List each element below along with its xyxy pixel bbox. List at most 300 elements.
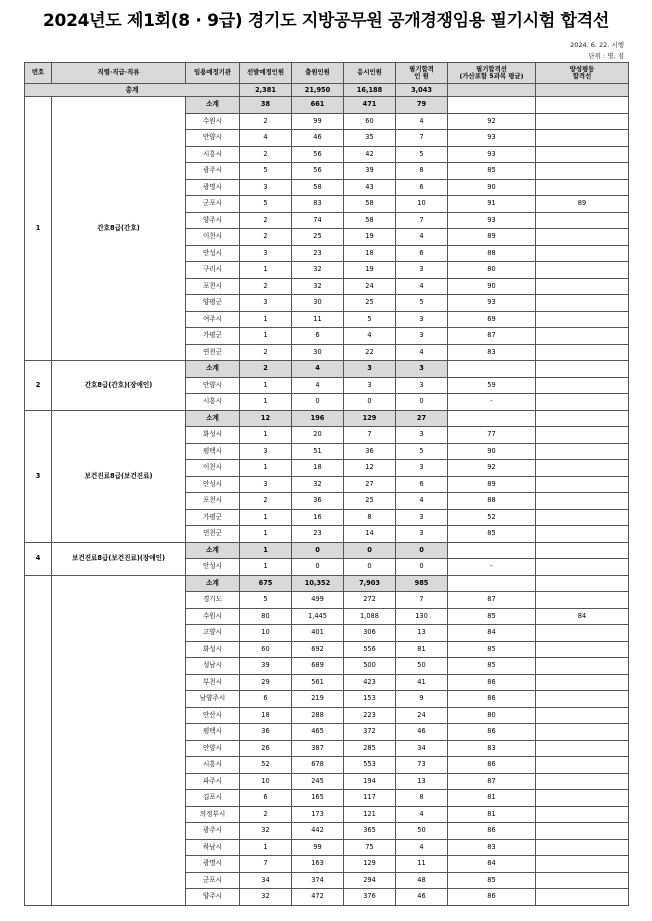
passed-cell: 4 <box>396 806 448 823</box>
header-planned: 선발예정인원 <box>240 63 292 84</box>
applied-cell: 20 <box>292 427 344 444</box>
applied-cell: 165 <box>292 790 344 807</box>
planned-cell: 3 <box>240 179 292 196</box>
page-title: 2024년도 제1회(8 · 9급) 경기도 지방공무원 공개경쟁임용 필기시험 합격선 <box>43 11 609 31</box>
applied-cell: 23 <box>292 245 344 262</box>
equal-cell <box>536 295 629 312</box>
cutline-cell: 91 <box>448 196 536 213</box>
tested-cell: 423 <box>344 674 396 691</box>
equal-cell <box>536 245 629 262</box>
passed-cell: 5 <box>396 295 448 312</box>
passed-cell: 13 <box>396 625 448 642</box>
group-job: 간호8급(간호)(장애인) <box>52 361 186 411</box>
equal-cell: 84 <box>536 608 629 625</box>
equal-cell <box>536 146 629 163</box>
equal-cell <box>536 856 629 873</box>
subtotal-row <box>25 575 629 592</box>
applied-cell: 387 <box>292 740 344 757</box>
applied-cell: 36 <box>292 493 344 510</box>
planned-cell: 2 <box>240 344 292 361</box>
passed-cell: 6 <box>396 179 448 196</box>
tested-cell: 19 <box>344 262 396 279</box>
passed-cell: 3 <box>396 311 448 328</box>
passed-cell: 4 <box>396 278 448 295</box>
cutline-cell: 83 <box>448 839 536 856</box>
cutline-cell: 89 <box>448 476 536 493</box>
subtotal-equal <box>536 97 629 114</box>
passed-cell: 0 <box>396 394 448 411</box>
tested-cell: 1,088 <box>344 608 396 625</box>
cutline-cell: 88 <box>448 245 536 262</box>
agency-cell: 안양시 <box>186 740 240 757</box>
passed-cell: 6 <box>396 476 448 493</box>
applied-cell: 18 <box>292 460 344 477</box>
cutline-cell: - <box>448 559 536 576</box>
equal-cell <box>536 889 629 906</box>
tested-cell: 372 <box>344 724 396 741</box>
total-label: 총계 <box>25 84 240 97</box>
agency-cell: 포천시 <box>186 278 240 295</box>
subtotal-passed: 985 <box>396 575 448 592</box>
agency-cell: 여주시 <box>186 311 240 328</box>
agency-cell: 군포시 <box>186 872 240 889</box>
applied-cell: 51 <box>292 443 344 460</box>
planned-cell: 2 <box>240 229 292 246</box>
equal-cell: 89 <box>536 196 629 213</box>
exam-date: 2024. 6. 22. 시행 <box>570 41 624 49</box>
agency-cell: 연천군 <box>186 344 240 361</box>
subtotal-cutline <box>448 410 536 427</box>
applied-cell: 99 <box>292 113 344 130</box>
planned-cell: 10 <box>240 625 292 642</box>
equal-cell <box>536 179 629 196</box>
passed-cell: 73 <box>396 757 448 774</box>
passed-cell: 41 <box>396 674 448 691</box>
header-applied: 출원인원 <box>292 63 344 84</box>
header-job: 직렬·직급·직류 <box>52 63 186 84</box>
passed-cell: 8 <box>396 790 448 807</box>
subtotal-tested: 471 <box>344 97 396 114</box>
subtotal-equal <box>536 361 629 378</box>
header-equal: 양성평등 합격선 <box>536 63 629 84</box>
equal-cell <box>536 394 629 411</box>
header-agency: 임용예정기관 <box>186 63 240 84</box>
subtotal-label: 소계 <box>186 410 240 427</box>
agency-cell: 안양시 <box>186 130 240 147</box>
equal-cell <box>536 476 629 493</box>
tested-cell: 36 <box>344 443 396 460</box>
total-passed: 3,043 <box>396 84 448 97</box>
applied-cell: 32 <box>292 476 344 493</box>
total-equal <box>536 84 629 97</box>
subtotal-tested: 129 <box>344 410 396 427</box>
tested-cell: 27 <box>344 476 396 493</box>
applied-cell: 465 <box>292 724 344 741</box>
total-applied: 21,950 <box>292 84 344 97</box>
applied-cell: 499 <box>292 592 344 609</box>
agency-cell: 광명시 <box>186 856 240 873</box>
equal-cell <box>536 707 629 724</box>
planned-cell: 6 <box>240 790 292 807</box>
header-cutline: 필기합격선 (가산포함 5과목 평균) <box>448 63 536 84</box>
planned-cell: 32 <box>240 823 292 840</box>
passed-cell: 9 <box>396 691 448 708</box>
agency-cell: 구리시 <box>186 262 240 279</box>
agency-cell: 시흥시 <box>186 757 240 774</box>
cutline-cell: 69 <box>448 311 536 328</box>
agency-cell: 시흥시 <box>186 394 240 411</box>
subtotal-planned: 12 <box>240 410 292 427</box>
planned-cell: 1 <box>240 328 292 345</box>
applied-cell: 0 <box>292 394 344 411</box>
passed-cell: 46 <box>396 724 448 741</box>
applied-cell: 678 <box>292 757 344 774</box>
applied-cell: 83 <box>292 196 344 213</box>
agency-cell: 수원시 <box>186 113 240 130</box>
tested-cell: 39 <box>344 163 396 180</box>
applied-cell: 32 <box>292 278 344 295</box>
agency-cell: 안성시 <box>186 559 240 576</box>
passed-cell: 48 <box>396 872 448 889</box>
tested-cell: 75 <box>344 839 396 856</box>
planned-cell: 3 <box>240 443 292 460</box>
agency-cell: 시흥시 <box>186 146 240 163</box>
subtotal-label: 소계 <box>186 97 240 114</box>
tested-cell: 42 <box>344 146 396 163</box>
agency-cell: 의정부시 <box>186 806 240 823</box>
cutline-cell: 52 <box>448 509 536 526</box>
applied-cell: 689 <box>292 658 344 675</box>
planned-cell: 34 <box>240 872 292 889</box>
passed-cell: 3 <box>396 262 448 279</box>
passed-cell: 34 <box>396 740 448 757</box>
applied-cell: 245 <box>292 773 344 790</box>
planned-cell: 5 <box>240 163 292 180</box>
agency-cell: 안양시 <box>186 377 240 394</box>
header-row <box>25 63 629 84</box>
passed-cell: 0 <box>396 559 448 576</box>
cutline-cell: 77 <box>448 427 536 444</box>
cutline-cell: 87 <box>448 773 536 790</box>
cutline-cell: 93 <box>448 295 536 312</box>
tested-cell: 306 <box>344 625 396 642</box>
group-job <box>52 575 186 905</box>
passed-cell: 5 <box>396 146 448 163</box>
equal-cell <box>536 839 629 856</box>
equal-cell <box>536 872 629 889</box>
equal-cell <box>536 641 629 658</box>
tested-cell: 223 <box>344 707 396 724</box>
agency-cell: 평택시 <box>186 724 240 741</box>
planned-cell: 1 <box>240 394 292 411</box>
subtotal-planned: 1 <box>240 542 292 559</box>
cutline-cell: 93 <box>448 212 536 229</box>
subtotal-cutline <box>448 97 536 114</box>
subtotal-passed: 0 <box>396 542 448 559</box>
passed-cell: 46 <box>396 889 448 906</box>
planned-cell: 3 <box>240 476 292 493</box>
applied-cell: 25 <box>292 229 344 246</box>
tested-cell: 285 <box>344 740 396 757</box>
equal-cell <box>536 493 629 510</box>
agency-cell: 포천시 <box>186 493 240 510</box>
tested-cell: 58 <box>344 196 396 213</box>
tested-cell: 60 <box>344 113 396 130</box>
subtotal-planned: 675 <box>240 575 292 592</box>
equal-cell <box>536 212 629 229</box>
subtotal-label: 소계 <box>186 575 240 592</box>
agency-cell: 부천시 <box>186 674 240 691</box>
tested-cell: 0 <box>344 394 396 411</box>
group-number: 2 <box>25 361 52 411</box>
subtotal-tested: 7,903 <box>344 575 396 592</box>
planned-cell: 32 <box>240 889 292 906</box>
passed-cell: 24 <box>396 707 448 724</box>
subtotal-planned: 38 <box>240 97 292 114</box>
tested-cell: 556 <box>344 641 396 658</box>
equal-cell <box>536 278 629 295</box>
agency-cell: 광주시 <box>186 163 240 180</box>
passed-cell: 4 <box>396 344 448 361</box>
applied-cell: 30 <box>292 344 344 361</box>
cutline-cell: 59 <box>448 377 536 394</box>
applied-cell: 99 <box>292 839 344 856</box>
cutline-cell: 92 <box>448 113 536 130</box>
planned-cell: 1 <box>240 427 292 444</box>
equal-cell <box>536 658 629 675</box>
passed-cell: 3 <box>396 377 448 394</box>
passed-cell: 3 <box>396 328 448 345</box>
passed-cell: 50 <box>396 823 448 840</box>
subtotal-cutline <box>448 575 536 592</box>
passed-cell: 5 <box>396 443 448 460</box>
applied-cell: 163 <box>292 856 344 873</box>
cutline-cell: 80 <box>448 707 536 724</box>
planned-cell: 60 <box>240 641 292 658</box>
subtotal-equal <box>536 410 629 427</box>
cutline-cell: 93 <box>448 130 536 147</box>
tested-cell: 12 <box>344 460 396 477</box>
agency-cell: 하남시 <box>186 839 240 856</box>
planned-cell: 1 <box>240 509 292 526</box>
cutline-cell: 85 <box>448 658 536 675</box>
subtotal-label: 소계 <box>186 361 240 378</box>
cutline-cell: 90 <box>448 278 536 295</box>
passed-cell: 4 <box>396 113 448 130</box>
passed-cell: 3 <box>396 509 448 526</box>
equal-cell <box>536 691 629 708</box>
equal-cell <box>536 724 629 741</box>
total-cutline <box>448 84 536 97</box>
group-number: 1 <box>25 97 52 361</box>
agency-cell: 양주시 <box>186 212 240 229</box>
passed-cell: 4 <box>396 493 448 510</box>
total-row <box>25 84 629 97</box>
planned-cell: 39 <box>240 658 292 675</box>
planned-cell: 2 <box>240 146 292 163</box>
tested-cell: 194 <box>344 773 396 790</box>
group-job: 보건진료8급(보건진료) <box>52 410 186 542</box>
tested-cell: 121 <box>344 806 396 823</box>
cutline-cell: 92 <box>448 460 536 477</box>
tested-cell: 35 <box>344 130 396 147</box>
equal-cell <box>536 328 629 345</box>
planned-cell: 10 <box>240 773 292 790</box>
subtotal-row <box>25 97 629 114</box>
passed-cell: 3 <box>396 526 448 543</box>
group-job: 간호8급(간호) <box>52 97 186 361</box>
cutline-cell: 84 <box>448 625 536 642</box>
subtotal-applied: 661 <box>292 97 344 114</box>
subtotal-applied: 196 <box>292 410 344 427</box>
planned-cell: 3 <box>240 245 292 262</box>
planned-cell: 1 <box>240 311 292 328</box>
subtotal-cutline <box>448 361 536 378</box>
cutline-cell: 80 <box>448 262 536 279</box>
cutline-table <box>24 62 629 906</box>
passed-cell: 8 <box>396 163 448 180</box>
agency-cell: 김포시 <box>186 790 240 807</box>
cutline-cell: 83 <box>448 344 536 361</box>
equal-cell <box>536 559 629 576</box>
equal-cell <box>536 229 629 246</box>
agency-cell: 남양주시 <box>186 691 240 708</box>
equal-cell <box>536 460 629 477</box>
tested-cell: 58 <box>344 212 396 229</box>
tested-cell: 19 <box>344 229 396 246</box>
agency-cell: 연천군 <box>186 526 240 543</box>
tested-cell: 43 <box>344 179 396 196</box>
equal-cell <box>536 377 629 394</box>
applied-cell: 56 <box>292 163 344 180</box>
tested-cell: 272 <box>344 592 396 609</box>
agency-cell: 양주시 <box>186 889 240 906</box>
applied-cell: 23 <box>292 526 344 543</box>
applied-cell: 4 <box>292 377 344 394</box>
total-planned: 2,381 <box>240 84 292 97</box>
agency-cell: 화성시 <box>186 427 240 444</box>
cutline-cell: 85 <box>448 163 536 180</box>
equal-cell <box>536 806 629 823</box>
planned-cell: 5 <box>240 196 292 213</box>
cutline-cell: 85 <box>448 526 536 543</box>
agency-cell: 고양시 <box>186 625 240 642</box>
equal-cell <box>536 344 629 361</box>
applied-cell: 288 <box>292 707 344 724</box>
subtotal-row <box>25 361 629 378</box>
group-number: 3 <box>25 410 52 542</box>
cutline-cell: 89 <box>448 229 536 246</box>
tested-cell: 4 <box>344 328 396 345</box>
cutline-cell: 85 <box>448 608 536 625</box>
agency-cell: 평택시 <box>186 443 240 460</box>
subtotal-planned: 2 <box>240 361 292 378</box>
cutline-cell: 83 <box>448 740 536 757</box>
subtotal-applied: 0 <box>292 542 344 559</box>
passed-cell: 10 <box>396 196 448 213</box>
tested-cell: 365 <box>344 823 396 840</box>
tested-cell: 376 <box>344 889 396 906</box>
agency-cell: 파주시 <box>186 773 240 790</box>
agency-cell: 안성시 <box>186 245 240 262</box>
unit-label: 단위 : 명, 점 <box>588 52 624 60</box>
tested-cell: 5 <box>344 311 396 328</box>
planned-cell: 3 <box>240 295 292 312</box>
applied-cell: 442 <box>292 823 344 840</box>
passed-cell: 3 <box>396 460 448 477</box>
tested-cell: 8 <box>344 509 396 526</box>
planned-cell: 2 <box>240 493 292 510</box>
applied-cell: 561 <box>292 674 344 691</box>
subtotal-equal <box>536 542 629 559</box>
planned-cell: 2 <box>240 806 292 823</box>
tested-cell: 18 <box>344 245 396 262</box>
equal-cell <box>536 163 629 180</box>
subtotal-row <box>25 542 629 559</box>
subtotal-cutline <box>448 542 536 559</box>
group-job: 보건진료8급(보건진료)(장애인) <box>52 542 186 575</box>
agency-cell: 수원시 <box>186 608 240 625</box>
equal-cell <box>536 113 629 130</box>
planned-cell: 5 <box>240 592 292 609</box>
passed-cell: 130 <box>396 608 448 625</box>
subtotal-applied: 4 <box>292 361 344 378</box>
planned-cell: 7 <box>240 856 292 873</box>
tested-cell: 3 <box>344 377 396 394</box>
subtotal-applied: 10,352 <box>292 575 344 592</box>
cutline-cell: 86 <box>448 823 536 840</box>
cutline-cell: 90 <box>448 443 536 460</box>
tested-cell: 129 <box>344 856 396 873</box>
cutline-cell: 87 <box>448 592 536 609</box>
planned-cell: 2 <box>240 212 292 229</box>
equal-cell <box>536 625 629 642</box>
tested-cell: 22 <box>344 344 396 361</box>
planned-cell: 26 <box>240 740 292 757</box>
tested-cell: 153 <box>344 691 396 708</box>
agency-cell: 이천시 <box>186 229 240 246</box>
tested-cell: 24 <box>344 278 396 295</box>
agency-cell: 화성시 <box>186 641 240 658</box>
passed-cell: 81 <box>396 641 448 658</box>
applied-cell: 173 <box>292 806 344 823</box>
planned-cell: 52 <box>240 757 292 774</box>
cutline-cell: 81 <box>448 790 536 807</box>
agency-cell: 안산시 <box>186 707 240 724</box>
header-no: 번호 <box>25 63 52 84</box>
header-passed: 필기합격 인 원 <box>396 63 448 84</box>
applied-cell: 11 <box>292 311 344 328</box>
agency-cell: 광주시 <box>186 823 240 840</box>
tested-cell: 294 <box>344 872 396 889</box>
planned-cell: 6 <box>240 691 292 708</box>
subtotal-passed: 79 <box>396 97 448 114</box>
planned-cell: 36 <box>240 724 292 741</box>
applied-cell: 58 <box>292 179 344 196</box>
header-tested: 응시인원 <box>344 63 396 84</box>
cutline-cell: 86 <box>448 889 536 906</box>
applied-cell: 219 <box>292 691 344 708</box>
group-number <box>25 575 52 905</box>
cutline-cell: 87 <box>448 328 536 345</box>
passed-cell: 7 <box>396 592 448 609</box>
applied-cell: 16 <box>292 509 344 526</box>
cutline-cell: 86 <box>448 691 536 708</box>
passed-cell: 50 <box>396 658 448 675</box>
subtotal-passed: 3 <box>396 361 448 378</box>
equal-cell <box>536 509 629 526</box>
passed-cell: 6 <box>396 245 448 262</box>
